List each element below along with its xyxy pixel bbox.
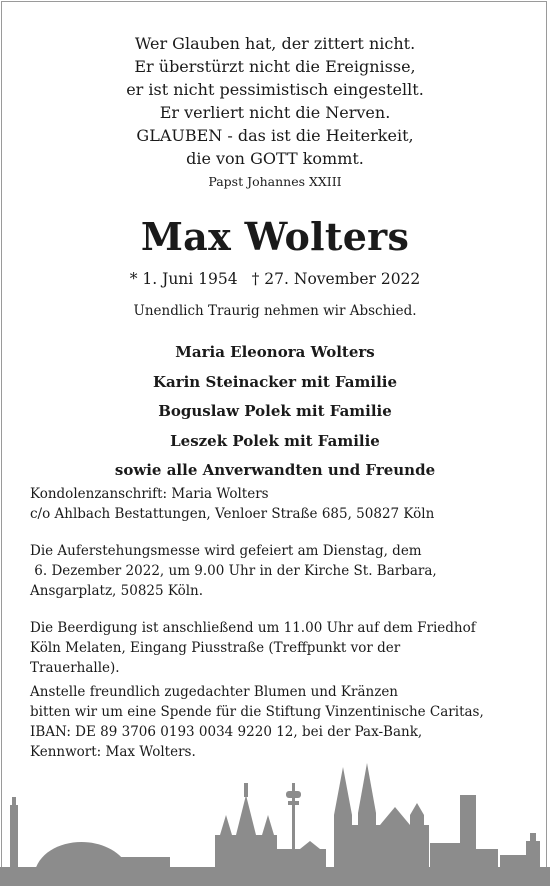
poem-line: Er verliert nicht die Nerven. (159, 103, 391, 122)
death-date: † 27. November 2022 (251, 270, 421, 288)
mass-info (30, 541, 530, 601)
text-line: IBAN: DE 89 3706 0193 0034 9220 12, bei der Pax-Bank, (30, 724, 423, 740)
poem-line: Er überstürzt nicht die Ereignisse, (134, 57, 416, 76)
condolence-address (30, 484, 530, 524)
mourner: Leszek Polek mit Familie (170, 431, 380, 450)
poem-line: er ist nicht pessimistisch eingestellt. (126, 80, 424, 99)
life-dates (0, 268, 550, 290)
text-line: Anstelle freundlich zugedachter Blumen und Kränzen (30, 684, 399, 700)
text-line: Ansgarplatz, 50825 Köln. (30, 583, 204, 599)
poem (0, 32, 550, 191)
poem-line: die von GOTT kommt. (186, 149, 364, 168)
mourner: Boguslaw Polek mit Familie (158, 402, 392, 420)
mourners-list (0, 338, 550, 486)
farewell-text: Unendlich Traurig nehmen wir Abschied. (133, 303, 417, 319)
burial-info (30, 618, 530, 678)
deceased-name: Max Wolters (140, 214, 410, 259)
poem-author: Papst Johannes XXIII (208, 174, 342, 189)
text-line: 6. Dezember 2022, um 9.00 Uhr in der Kirche St. Barbara, (30, 563, 437, 579)
text-line: bitten wir um eine Spende für die Stiftung Vinzentinische Caritas, (30, 704, 484, 720)
text-line: Kennwort: Max Wolters. (30, 744, 196, 760)
mourner: Karin Steinacker mit Familie (152, 372, 398, 391)
poem-line: GLAUBEN - das ist die Heiterkeit, (136, 126, 414, 145)
text-line: Die Auferstehungsmesse wird gefeiert am Dienstag, dem (30, 543, 422, 559)
text-line: Die Beerdigung ist anschließend um 11.00 Uhr auf dem Friedhof (30, 620, 476, 636)
mourner: Maria Eleonora Wolters (175, 343, 375, 361)
text-line: Köln Melaten, Eingang Piusstraße (Treffpunkt vor der (30, 640, 401, 656)
mourner: sowie alle Anverwandten und Freunde (114, 461, 436, 479)
poem-line: Wer Glauben hat, der zittert nicht. (134, 34, 416, 53)
text-line: c/o Ahlbach Bestattungen, Venloer Straße 685, 50827 Köln (30, 506, 435, 522)
cologne-skyline-icon (0, 745, 550, 886)
text-line: Trauerhalle). (30, 660, 120, 676)
birth-date: * 1. Juni 1954 (129, 270, 238, 288)
text-line: Kondolenzanschrift: Maria Wolters (30, 486, 269, 502)
